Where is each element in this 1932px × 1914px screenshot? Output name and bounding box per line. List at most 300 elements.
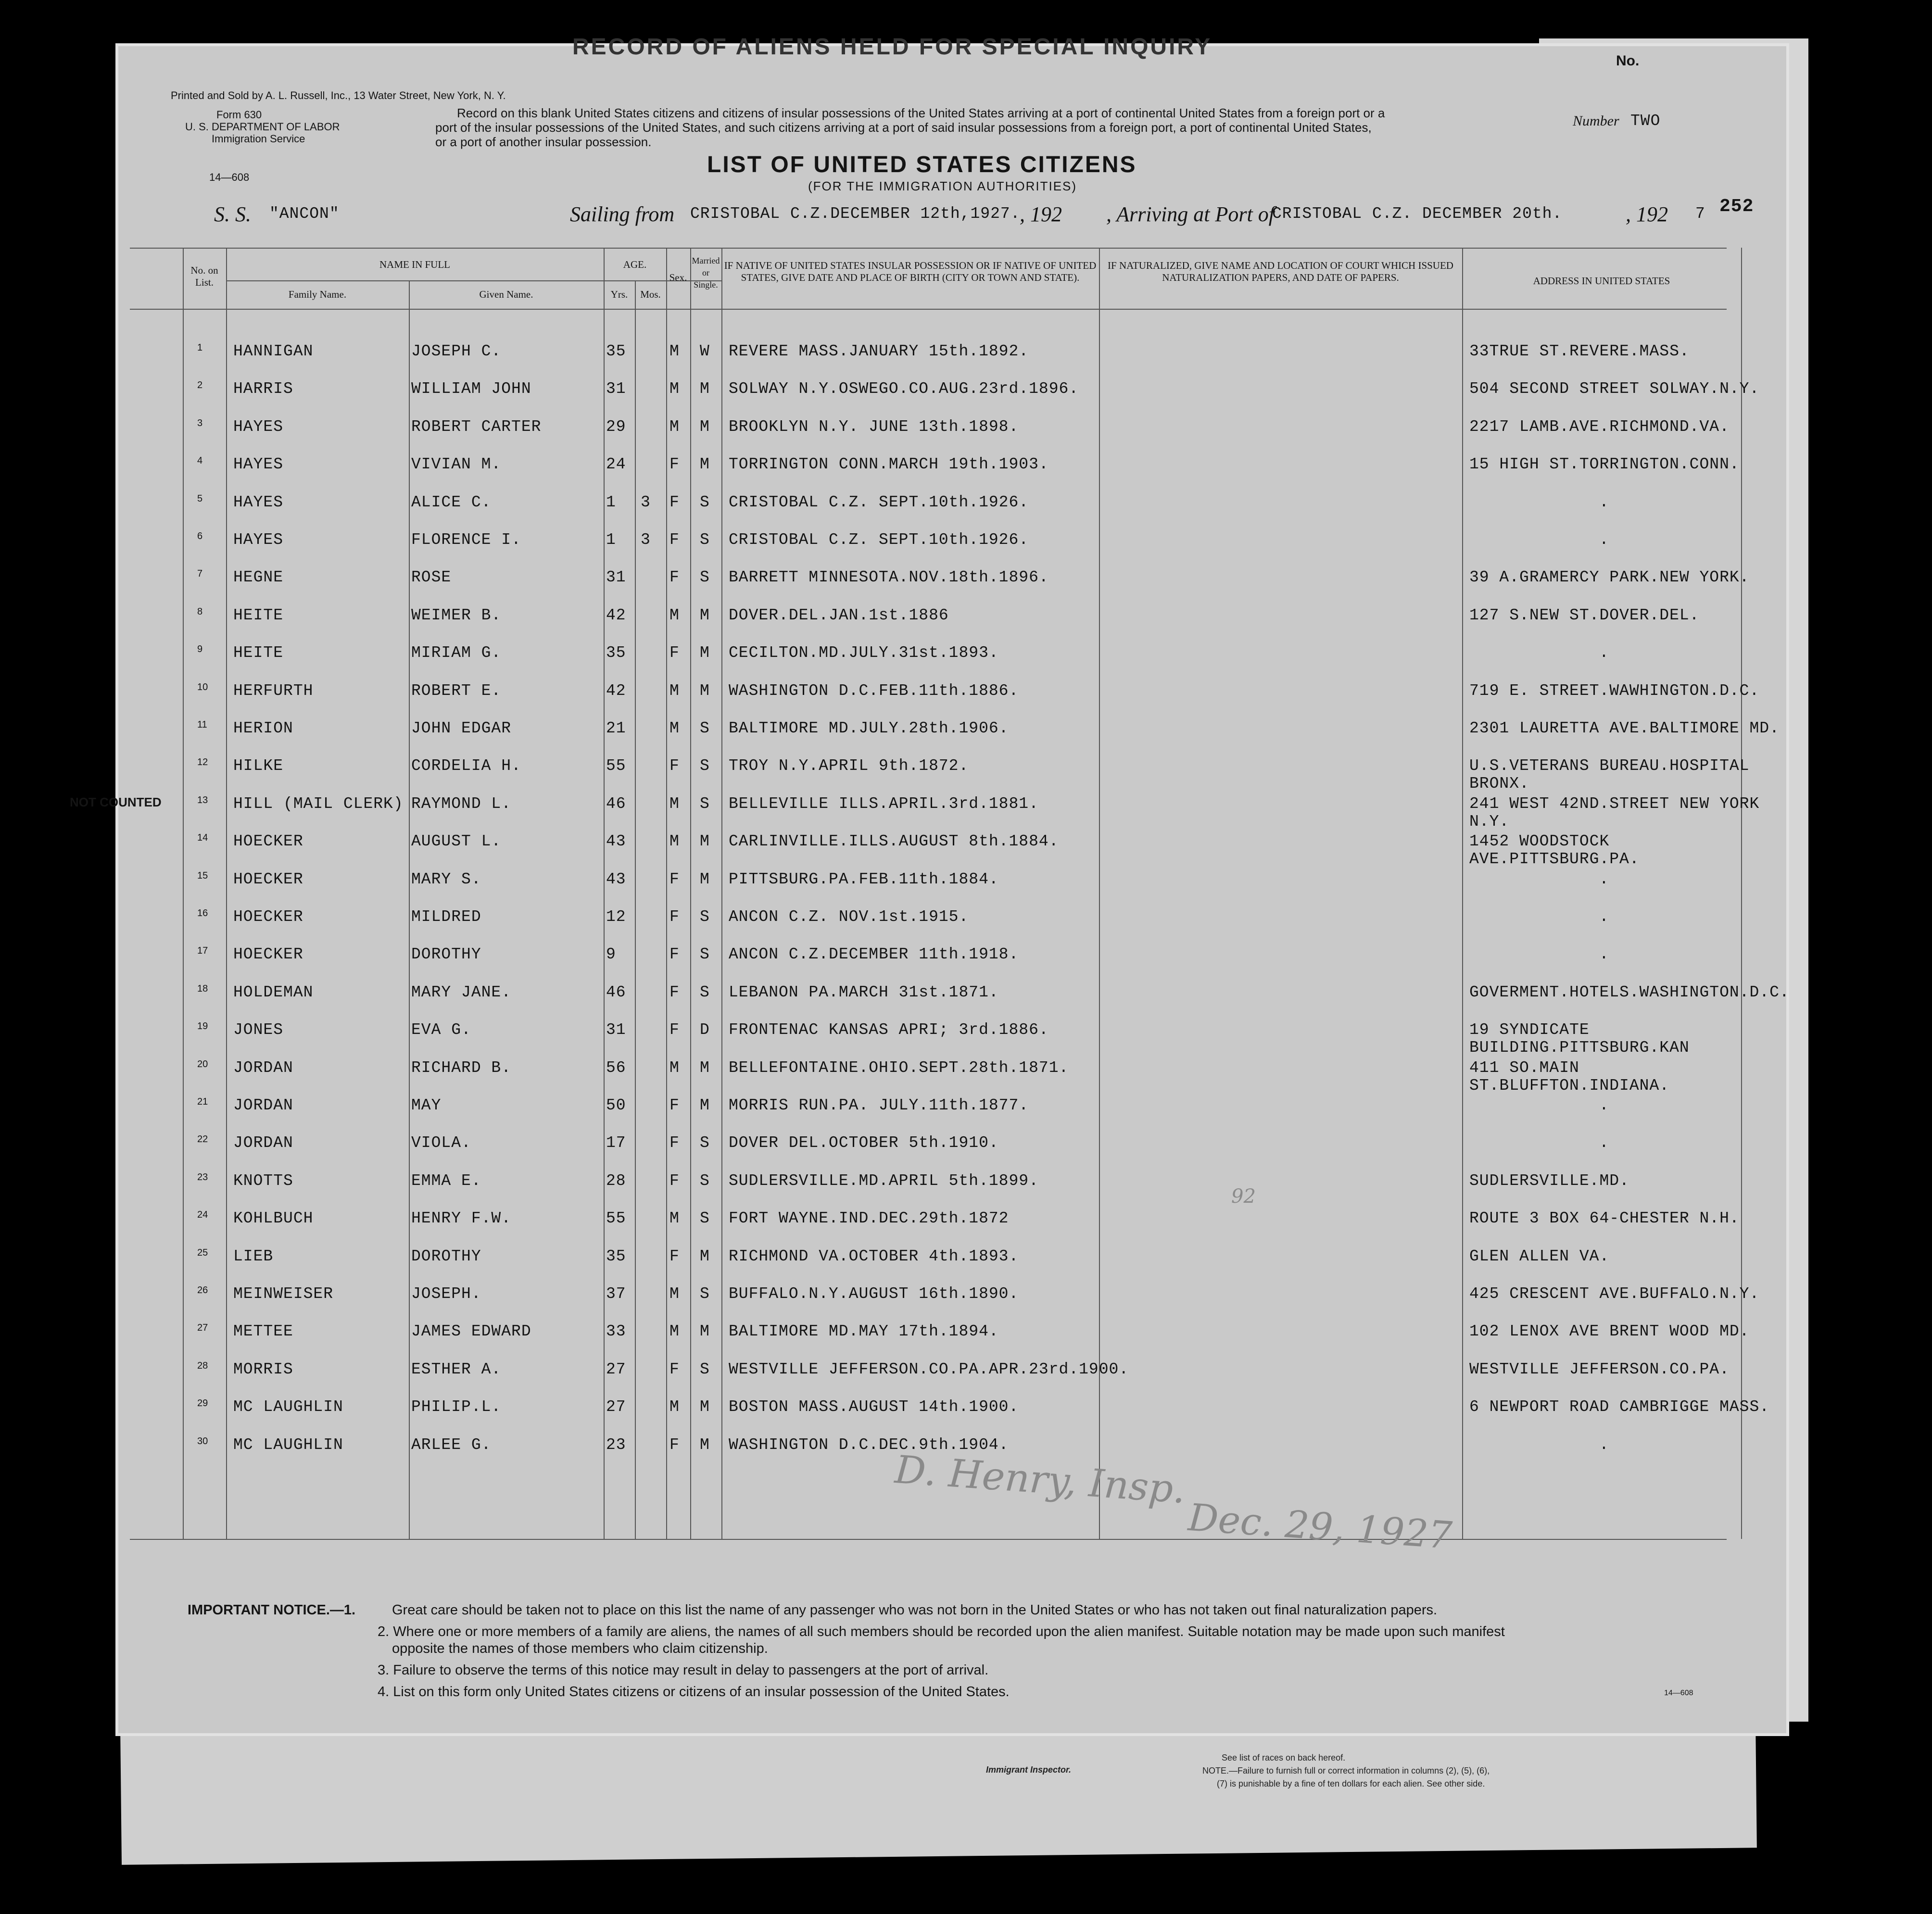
- given-name: DOROTHY: [411, 945, 481, 964]
- marital-status: S: [700, 719, 710, 737]
- table-row: [115, 671, 1789, 709]
- sex: M: [669, 719, 680, 737]
- table-row: [115, 1387, 1789, 1425]
- address: 425 CRESCENT AVE.BUFFALO.N.Y.: [1469, 1285, 1760, 1303]
- table-header-rule: [130, 309, 1727, 310]
- marital-status: S: [700, 493, 710, 511]
- family-name: HARRIS: [233, 380, 293, 398]
- age-years: 9: [606, 945, 616, 964]
- birth-info: CRISTOBAL C.Z. SEPT.10th.1926.: [729, 493, 1029, 511]
- page-stamp-number: 252: [1719, 196, 1754, 217]
- age-years: 42: [606, 606, 626, 624]
- age-years: 55: [606, 1209, 626, 1228]
- sex: M: [669, 1398, 680, 1416]
- family-name: HOECKER: [233, 870, 303, 888]
- age-years: 46: [606, 983, 626, 1001]
- form-number: Form 630: [216, 109, 262, 121]
- row-number: 22: [197, 1134, 208, 1145]
- sex: M: [669, 832, 680, 851]
- table-row: [115, 1123, 1789, 1161]
- family-name: JORDAN: [233, 1134, 293, 1152]
- sailing-label: Sailing from: [570, 202, 675, 226]
- age-years: 37: [606, 1285, 626, 1303]
- address: U.S.VETERANS BUREAU.HOSPITAL BRONX.: [1469, 757, 1750, 793]
- sex: F: [669, 1021, 680, 1039]
- age-years: 35: [606, 342, 626, 360]
- row-number: 11: [197, 719, 207, 730]
- col-no: No. on List.: [190, 264, 218, 288]
- table-row: [115, 746, 1789, 793]
- fragment-line-1: See list of races on back hereof.: [1222, 1753, 1346, 1763]
- given-name: DOROTHY: [411, 1247, 481, 1265]
- page-subtitle: (FOR THE IMMIGRATION AUTHORITIES): [808, 179, 1077, 193]
- marital-status: M: [700, 1096, 710, 1114]
- table-row: [115, 1350, 1789, 1387]
- table-row: [115, 897, 1789, 935]
- marital-status: M: [700, 380, 710, 398]
- row-number: 18: [197, 983, 208, 994]
- marital-status: D: [700, 1021, 710, 1039]
- sex: F: [669, 983, 680, 1001]
- ss-label: S. S.: [214, 202, 251, 226]
- ship-name: "ANCON": [269, 205, 340, 223]
- birth-info: DOVER DEL.OCTOBER 5th.1910.: [729, 1134, 999, 1152]
- given-name: MIRIAM G.: [411, 644, 502, 662]
- given-name: ARLEE G.: [411, 1436, 492, 1454]
- age-months: 3: [641, 493, 651, 511]
- given-name: FLORENCE I.: [411, 531, 521, 549]
- age-years: 23: [606, 1436, 626, 1454]
- address: .: [1599, 1436, 1609, 1454]
- marital-status: M: [700, 455, 710, 474]
- row-number: 30: [197, 1436, 208, 1447]
- birth-info: BELLEFONTAINE.OHIO.SEPT.28th.1871.: [729, 1058, 1069, 1077]
- row-number: 2: [197, 380, 203, 391]
- department: U. S. DEPARTMENT OF LABOR: [185, 121, 340, 133]
- age-months: 3: [641, 531, 651, 549]
- birth-info: REVERE MASS.JANUARY 15th.1892.: [729, 342, 1029, 360]
- given-name: ALICE C.: [411, 493, 492, 511]
- row-number: 23: [197, 1171, 208, 1183]
- row-number: 25: [197, 1247, 208, 1258]
- marital-status: M: [700, 1322, 710, 1341]
- address: .: [1599, 945, 1609, 964]
- address: WESTVILLE JEFFERSON.CO.PA.: [1469, 1360, 1730, 1378]
- birth-info: ANCON C.Z. NOV.1st.1915.: [729, 908, 969, 926]
- birth-info: DOVER.DEL.JAN.1st.1886: [729, 606, 949, 624]
- marital-status: S: [700, 983, 710, 1001]
- table-row: [115, 935, 1789, 972]
- birth-info: RICHMOND VA.OCTOBER 4th.1893.: [729, 1247, 1019, 1265]
- sex: M: [669, 1209, 680, 1228]
- family-name: KNOTTS: [233, 1171, 293, 1190]
- row-number: 8: [197, 606, 203, 617]
- table-row: [115, 558, 1789, 595]
- family-name: HAYES: [233, 493, 284, 511]
- sex: F: [669, 870, 680, 888]
- row-number: 29: [197, 1398, 208, 1409]
- handwritten-signature: D. Henry, Insp.: [893, 1447, 1187, 1512]
- given-name: HENRY F.W.: [411, 1209, 512, 1228]
- address: 102 LENOX AVE BRENT WOOD MD.: [1469, 1322, 1750, 1341]
- sex: M: [669, 794, 680, 813]
- name-age-subrule: [226, 280, 721, 281]
- handwritten-margin-note: 92: [1231, 1185, 1256, 1208]
- family-name: JONES: [233, 1021, 284, 1039]
- sex: F: [669, 908, 680, 926]
- sex: F: [669, 1360, 680, 1378]
- sex: M: [669, 417, 680, 436]
- col-sex: Sex.: [669, 272, 687, 283]
- birth-info: PITTSBURG.PA.FEB.11th.1884.: [729, 870, 999, 888]
- arriving-value: CRISTOBAL C.Z. DECEMBER 20th.: [1272, 205, 1563, 223]
- address: .: [1599, 531, 1609, 549]
- marital-status: M: [700, 606, 710, 624]
- birth-info: MORRIS RUN.PA. JULY.11th.1877.: [729, 1096, 1029, 1114]
- col-married: Married or Single.: [692, 256, 720, 290]
- marital-status: M: [700, 644, 710, 662]
- col-family: Family Name.: [288, 289, 347, 300]
- table-row: [115, 709, 1789, 746]
- sex: F: [669, 757, 680, 775]
- col-address: ADDRESS IN UNITED STATES: [1533, 275, 1670, 287]
- family-name: HOECKER: [233, 908, 303, 926]
- address: 719 E. STREET.WAWHINGTON.D.C.: [1469, 681, 1760, 700]
- marital-status: S: [700, 568, 710, 587]
- address: 411 SO.MAIN ST.BLUFFTON.INDIANA.: [1469, 1058, 1670, 1095]
- row-number: 7: [197, 568, 203, 579]
- row-number: 9: [197, 644, 203, 655]
- address: .: [1599, 870, 1609, 888]
- given-name: JOHN EDGAR: [411, 719, 512, 737]
- year-1: , 192: [1020, 202, 1062, 226]
- age-years: 43: [606, 832, 626, 851]
- marital-status: M: [700, 1398, 710, 1416]
- address: SUDLERSVILLE.MD.: [1469, 1171, 1629, 1190]
- row-number: 16: [197, 908, 208, 919]
- table-row: [115, 1010, 1789, 1057]
- family-name: JORDAN: [233, 1058, 293, 1077]
- family-name: MEINWEISER: [233, 1285, 334, 1303]
- marital-status: W: [700, 342, 710, 360]
- family-name: HERFURTH: [233, 681, 314, 700]
- sex: M: [669, 606, 680, 624]
- sex: F: [669, 1171, 680, 1190]
- family-name: HILL (MAIL CLERK): [233, 794, 404, 813]
- given-name: MARY JANE.: [411, 983, 512, 1001]
- family-name: JORDAN: [233, 1096, 293, 1114]
- table-top-rule: [130, 248, 1727, 249]
- given-name: JOSEPH.: [411, 1285, 481, 1303]
- age-years: 43: [606, 870, 626, 888]
- form-code-bottom: 14—608: [1664, 1689, 1693, 1697]
- sex: F: [669, 1436, 680, 1454]
- address: 15 HIGH ST.TORRINGTON.CONN.: [1469, 455, 1740, 474]
- address: 6 NEWPORT ROAD CAMBRIGGE MASS.: [1469, 1398, 1770, 1416]
- given-name: MAY: [411, 1096, 442, 1114]
- sex: F: [669, 1096, 680, 1114]
- given-name: MARY S.: [411, 870, 481, 888]
- row-number: 14: [197, 832, 208, 844]
- row-number: 12: [197, 757, 208, 768]
- family-name: HEITE: [233, 606, 284, 624]
- family-name: HAYES: [233, 455, 284, 474]
- row-number: 15: [197, 870, 208, 881]
- document-page: [70, 34, 1790, 1736]
- family-name: KOHLBUCH: [233, 1209, 314, 1228]
- row-number: 20: [197, 1058, 208, 1070]
- birth-info: SUDLERSVILLE.MD.APRIL 5th.1899.: [729, 1171, 1039, 1190]
- table-row: [115, 973, 1789, 1010]
- table-row: [115, 1086, 1789, 1123]
- table-row: [115, 822, 1789, 869]
- marital-status: M: [700, 870, 710, 888]
- birth-info: CRISTOBAL C.Z. SEPT.10th.1926.: [729, 531, 1029, 549]
- address: .: [1599, 1134, 1609, 1152]
- row-number: 6: [197, 531, 203, 541]
- sex: M: [669, 1285, 680, 1303]
- handwritten-date: Dec. 29, 1927: [1187, 1496, 1453, 1558]
- table-row: [115, 520, 1789, 558]
- marital-status: M: [700, 681, 710, 700]
- age-years: 17: [606, 1134, 626, 1152]
- address: 504 SECOND STREET SOLWAY.N.Y.: [1469, 380, 1760, 398]
- printer-line: Printed and Sold by A. L. Russell, Inc., 13 Water Street, New York, N. Y.: [171, 89, 506, 101]
- sex: F: [669, 455, 680, 474]
- birth-info: CECILTON.MD.JULY.31st.1893.: [729, 644, 999, 662]
- sex: M: [669, 380, 680, 398]
- address: GOVERMENT.HOTELS.WASHINGTON.D.C.: [1469, 983, 1790, 1001]
- address: .: [1599, 908, 1609, 926]
- age-years: 27: [606, 1398, 626, 1416]
- table-row: [115, 596, 1789, 633]
- birth-info: BALTIMORE MD.MAY 17th.1894.: [729, 1322, 999, 1341]
- marital-status: S: [700, 1360, 710, 1378]
- address: 127 S.NEW ST.DOVER.DEL.: [1469, 606, 1700, 624]
- row-number: 21: [197, 1096, 208, 1107]
- col-given: Given Name.: [479, 289, 533, 300]
- birth-info: CARLINVILLE.ILLS.AUGUST 8th.1884.: [729, 832, 1059, 851]
- row-number: 3: [197, 417, 203, 428]
- given-name: CORDELIA H.: [411, 757, 521, 775]
- family-name: HOLDEMAN: [233, 983, 314, 1001]
- col-birth: IF NATIVE OF UNITED STATES INSULAR POSSESSION OR IF NATIVE OF UNITED STATES, GIVE DATE AND PLACE OF BIRTH (CITY OR TOWN AND STATE).: [724, 260, 1097, 283]
- row-number: 13: [197, 794, 208, 806]
- notice-item-1: Great care should be taken not to place on this list the name of any passenger who was not born in the United States or who has not taken out final naturalization papers.: [392, 1602, 1438, 1618]
- notice-item-2b: opposite the names of those members who claim citizenship.: [392, 1641, 768, 1656]
- given-name: MILDRED: [411, 908, 481, 926]
- address: 2301 LAURETTA AVE.BALTIMORE MD.: [1469, 719, 1780, 737]
- no-label: No.: [1616, 53, 1640, 69]
- table-row: [115, 445, 1789, 482]
- birth-info: FRONTENAC KANSAS APRI; 3rd.1886.: [729, 1021, 1049, 1039]
- age-years: 1: [606, 493, 616, 511]
- birth-info: TROY N.Y.APRIL 9th.1872.: [729, 757, 969, 775]
- notice-item-3: 3. Failure to observe the terms of this notice may result in delay to passengers at the port of arrival.: [378, 1662, 989, 1678]
- family-name: HANNIGAN: [233, 342, 314, 360]
- given-name: WEIMER B.: [411, 606, 502, 624]
- given-name: RAYMOND L.: [411, 794, 512, 813]
- marital-status: M: [700, 1247, 710, 1265]
- given-name: JOSEPH C.: [411, 342, 502, 360]
- family-name: HOECKER: [233, 945, 303, 964]
- given-name: ROSE: [411, 568, 452, 587]
- address: 33TRUE ST.REVERE.MASS.: [1469, 342, 1690, 360]
- family-name: MC LAUGHLIN: [233, 1436, 343, 1454]
- number-label: Number: [1573, 113, 1619, 129]
- age-years: 46: [606, 794, 626, 813]
- sex: F: [669, 493, 680, 511]
- family-name: HOECKER: [233, 832, 303, 851]
- row-number: 10: [197, 681, 208, 693]
- row-number: 26: [197, 1285, 208, 1296]
- birth-info: WASHINGTON D.C.DEC.9th.1904.: [729, 1436, 1009, 1454]
- family-name: LIEB: [233, 1247, 274, 1265]
- birth-info: BALTIMORE MD.JULY.28th.1906.: [729, 719, 1009, 737]
- given-name: AUGUST L.: [411, 832, 502, 851]
- address: 1452 WOODSTOCK AVE.PITTSBURG.PA.: [1469, 832, 1640, 869]
- table-row: [70, 784, 1789, 831]
- table-row: [115, 369, 1789, 407]
- address: 39 A.GRAMERCY PARK.NEW YORK.: [1469, 568, 1750, 587]
- birth-info: BELLEVILLE ILLS.APRIL.3rd.1881.: [729, 794, 1039, 813]
- marital-status: S: [700, 1171, 710, 1190]
- family-name: HAYES: [233, 417, 284, 436]
- family-name: HEITE: [233, 644, 284, 662]
- table-bottom-rule: [130, 1539, 1727, 1540]
- col-name: NAME IN FULL: [379, 259, 450, 270]
- marital-status: S: [700, 945, 710, 964]
- address: .: [1599, 493, 1609, 511]
- table-row: [115, 407, 1789, 445]
- age-years: 1: [606, 531, 616, 549]
- given-name: PHILIP.L.: [411, 1398, 502, 1416]
- sex: F: [669, 531, 680, 549]
- birth-info: WESTVILLE JEFFERSON.CO.PA.APR.23rd.1900.: [729, 1360, 1129, 1378]
- table-row: [115, 1199, 1789, 1236]
- sex: F: [669, 644, 680, 662]
- inspector-label: Immigrant Inspector.: [986, 1765, 1072, 1775]
- age-years: 55: [606, 757, 626, 775]
- table-row: [115, 1237, 1789, 1274]
- family-name: HILKE: [233, 757, 284, 775]
- marital-status: S: [700, 531, 710, 549]
- family-name: METTEE: [233, 1322, 293, 1341]
- birth-info: ANCON C.Z.DECEMBER 11th.1918.: [729, 945, 1019, 964]
- given-name: ROBERT E.: [411, 681, 502, 700]
- age-years: 24: [606, 455, 626, 474]
- sex: F: [669, 945, 680, 964]
- birth-info: WASHINGTON D.C.FEB.11th.1886.: [729, 681, 1019, 700]
- instructions-line-2: port of the insular possessions of the United States, and such citizens arriving at a port of said insular possessions from a foreign port, a port of continental United States,: [435, 120, 1372, 135]
- given-name: ESTHER A.: [411, 1360, 502, 1378]
- row-number: 1: [197, 342, 203, 353]
- family-name: HAYES: [233, 531, 284, 549]
- col-naturalized: IF NATURALIZED, GIVE NAME AND LOCATION OF COURT WHICH ISSUED NATURALIZATION PAPERS, AND DATE OF PAPERS.: [1108, 260, 1453, 283]
- fragment-line-3: (7) is punishable by a fine of ten dollars for each alien. See other side.: [1217, 1779, 1485, 1788]
- instructions-line-3: or a port of another insular possession.: [435, 135, 652, 149]
- row-number: 4: [197, 455, 203, 466]
- instructions-line-1: Record on this blank United States citizens and citizens of insular possessions of the United States arriving at a port of continental United States from a foreign port or a: [457, 106, 1385, 120]
- col-mos: Mos.: [640, 289, 661, 300]
- marital-status: M: [700, 1436, 710, 1454]
- birth-info: BUFFALO.N.Y.AUGUST 16th.1890.: [729, 1285, 1019, 1303]
- family-name: MORRIS: [233, 1360, 293, 1378]
- table-row: [115, 1048, 1789, 1095]
- row-number: 24: [197, 1209, 208, 1221]
- table-row: [115, 483, 1789, 520]
- age-years: 12: [606, 908, 626, 926]
- table-row: [115, 1161, 1789, 1199]
- birth-info: BROOKLYN N.Y. JUNE 13th.1898.: [729, 417, 1019, 436]
- marital-status: M: [700, 1058, 710, 1077]
- table-row: [115, 1274, 1789, 1312]
- notice-item-2a: 2. Where one or more members of a family are aliens, the names of all such members should be recorded upon the alien manifest. Suitable notation may be made upon such manifest: [378, 1624, 1505, 1639]
- service: Immigration Service: [212, 133, 305, 145]
- given-name: VIVIAN M.: [411, 455, 502, 474]
- given-name: ROBERT CARTER: [411, 417, 542, 436]
- sailing-value: CRISTOBAL C.Z.DECEMBER 12th,1927.: [690, 205, 1021, 223]
- address: .: [1599, 644, 1609, 662]
- marital-status: S: [700, 908, 710, 926]
- given-name: JAMES EDWARD: [411, 1322, 531, 1341]
- table-row: [115, 860, 1789, 897]
- sex: F: [669, 1247, 680, 1265]
- given-name: EMMA E.: [411, 1171, 481, 1190]
- arriving-label: , Arriving at Port of: [1106, 202, 1275, 226]
- address: ROUTE 3 BOX 64-CHESTER N.H.: [1469, 1209, 1740, 1228]
- row-number: 19: [197, 1021, 208, 1032]
- age-years: 28: [606, 1171, 626, 1190]
- col-yrs: Yrs.: [610, 289, 628, 300]
- birth-info: BARRETT MINNESOTA.NOV.18th.1896.: [729, 568, 1049, 587]
- top-cut-heading: RECORD OF ALIENS HELD FOR SPECIAL INQUIRY: [572, 34, 1212, 60]
- marital-status: S: [700, 1134, 710, 1152]
- marital-status: S: [700, 1209, 710, 1228]
- birth-info: LEBANON PA.MARCH 31st.1871.: [729, 983, 999, 1001]
- year-digit: 7: [1695, 205, 1705, 223]
- sex: M: [669, 342, 680, 360]
- address: 2217 LAMB.AVE.RICHMOND.VA.: [1469, 417, 1730, 436]
- address: .: [1599, 1096, 1609, 1114]
- address: 241 WEST 42ND.STREET NEW YORK N.Y.: [1469, 794, 1760, 831]
- age-years: 21: [606, 719, 626, 737]
- marital-status: M: [700, 417, 710, 436]
- birth-info: FORT WAYNE.IND.DEC.29th.1872: [729, 1209, 1009, 1228]
- page-title: LIST OF UNITED STATES CITIZENS: [707, 152, 1137, 177]
- not-counted-stamp: NOT COUNTED: [70, 794, 162, 809]
- age-years: 35: [606, 644, 626, 662]
- given-name: WILLIAM JOHN: [411, 380, 531, 398]
- row-number: 5: [197, 493, 203, 504]
- table-row: [115, 1312, 1789, 1349]
- table-row: [115, 633, 1789, 671]
- marital-status: S: [700, 1285, 710, 1303]
- age-years: 31: [606, 568, 626, 587]
- year-2: , 192: [1626, 202, 1668, 226]
- family-name: MC LAUGHLIN: [233, 1398, 343, 1416]
- marital-status: S: [700, 794, 710, 813]
- sex: M: [669, 681, 680, 700]
- sex: F: [669, 568, 680, 587]
- given-name: VIOLA.: [411, 1134, 471, 1152]
- number-value: TWO: [1630, 112, 1661, 130]
- birth-info: SOLWAY N.Y.OSWEGO.CO.AUG.23rd.1896.: [729, 380, 1079, 398]
- age-years: 35: [606, 1247, 626, 1265]
- given-name: EVA G.: [411, 1021, 471, 1039]
- row-number: 27: [197, 1322, 208, 1334]
- age-years: 50: [606, 1096, 626, 1114]
